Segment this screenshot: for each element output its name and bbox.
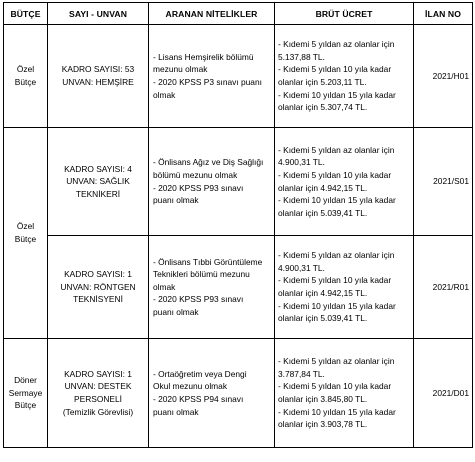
title-line: (Temizlik Görevlisi) bbox=[62, 406, 134, 417]
title-line: UNVAN: SAĞLIK bbox=[66, 176, 130, 187]
salary-line: olanlar için 5.307,74 TL. bbox=[278, 102, 368, 113]
title-line: UNVAN: RÖNTGEN bbox=[60, 281, 136, 292]
qualification-line: - 2020 KPSS P94 sınavı bbox=[153, 394, 244, 404]
table-row bbox=[4, 128, 473, 236]
salary-line: olanlar için 3.845,80 TL. bbox=[278, 394, 368, 404]
qualification-line: - Ortaöğretim veya Dengi bbox=[153, 368, 247, 379]
salary-cell bbox=[275, 339, 414, 448]
budget-line: Sermaye bbox=[8, 387, 43, 398]
salary-line: - Kıdemi 10 yıldan 15 yıla kadar bbox=[278, 300, 396, 311]
title-cell bbox=[48, 128, 149, 236]
header-title: SAYI - UNVAN bbox=[48, 3, 149, 25]
salary-line: olanlar için 5.039,41 TL. bbox=[278, 207, 368, 218]
title-cell bbox=[48, 25, 149, 128]
budget-line: Bütçe bbox=[14, 77, 37, 87]
qualification-line: - 2020 KPSS P93 sınavı bbox=[153, 182, 244, 193]
table-row bbox=[4, 339, 473, 448]
header-qualifications: ARANAN NİTELİKLER bbox=[149, 3, 275, 25]
qualifications-cell bbox=[149, 128, 275, 236]
header-salary: BRÜT ÜCRET bbox=[275, 3, 414, 25]
table-row bbox=[4, 25, 473, 128]
qualification-line: - Önlisans Tıbbi Görüntüleme bbox=[153, 256, 263, 267]
salary-line: - Kıdemi 10 yıldan 15 yıla kadar bbox=[278, 89, 396, 100]
salary-line: olanlar için 3.903,78 TL. bbox=[278, 419, 368, 430]
qualification-line: puanı olmak bbox=[153, 195, 199, 206]
title-cell bbox=[48, 339, 149, 448]
salary-line: - Kıdemi 5 yıldan az olanlar için bbox=[278, 144, 395, 155]
salary-line: olanlar için 5.039,41 TL. bbox=[278, 313, 368, 324]
qualifications-cell bbox=[149, 339, 275, 448]
title-line: KADRO SAYISI: 1 bbox=[64, 269, 132, 280]
qualification-line: Okul mezunu olmak bbox=[153, 381, 228, 392]
header-budget: BÜTÇE bbox=[4, 3, 48, 25]
title-line: KADRO SAYISI: 4 bbox=[64, 163, 132, 174]
title-line: TEKNİKERİ bbox=[75, 188, 121, 199]
salary-line: - Kıdemi 5 yıldan 10 yıla kadar bbox=[278, 275, 392, 286]
title-line: UNVAN: DESTEK bbox=[64, 381, 132, 392]
title-line: TEKNİSYENİ bbox=[73, 294, 123, 305]
header-ilan-no: İLAN NO bbox=[414, 3, 473, 25]
title-line: KADRO SAYISI: 53 bbox=[61, 64, 135, 75]
salary-cell bbox=[275, 128, 414, 236]
qualification-line: - 2020 KPSS P3 sınavı puanı bbox=[153, 77, 262, 87]
qualifications-cell bbox=[149, 25, 275, 128]
salary-line: - Kıdemi 5 yıldan 10 yıla kadar bbox=[278, 381, 392, 392]
qualification-line: puanı olmak bbox=[153, 406, 199, 417]
salary-line: - Kıdemi 5 yıldan az olanlar için bbox=[278, 250, 395, 261]
salary-cell bbox=[275, 25, 414, 128]
salary-line: 4.900,31 TL. bbox=[278, 157, 325, 168]
salary-cell bbox=[275, 236, 414, 339]
salary-line: - Kıdemi 5 yıldan az olanlar için bbox=[278, 356, 395, 367]
title-line: UNVAN: HEMŞİRE bbox=[62, 77, 134, 87]
qualifications-cell bbox=[149, 236, 275, 339]
ilan-no-cell: 2021/R01 bbox=[414, 236, 473, 339]
ilan-no-cell: 2021/S01 bbox=[414, 128, 473, 236]
title-cell bbox=[48, 236, 149, 339]
qualification-line: olmak bbox=[153, 281, 176, 292]
salary-line: olanlar için 5.203,11 TL. bbox=[278, 77, 367, 87]
ilan-no-cell: 2021/H01 bbox=[414, 25, 473, 128]
qualification-line: - Lisans Hemşirelik bölümü bbox=[153, 51, 254, 62]
salary-line: - Kıdemi 5 yıldan 10 yıla kadar bbox=[278, 169, 392, 180]
qualification-line: mezunu olmak bbox=[153, 64, 208, 75]
salary-line: olanlar için 4.942,15 TL. bbox=[278, 288, 368, 298]
ilan-no-cell: 2021/D01 bbox=[414, 339, 473, 448]
title-line: KADRO SAYISI: 1 bbox=[64, 368, 132, 379]
qualification-line: puanı olmak bbox=[153, 306, 199, 317]
salary-line: 3.787,84 TL. bbox=[278, 368, 325, 379]
budget-cell bbox=[4, 25, 48, 128]
budget-cell bbox=[4, 339, 48, 448]
qualification-line: - Önlisans Ağız ve Diş Sağlığı bbox=[153, 157, 264, 168]
salary-line: - Kıdemi 10 yıldan 15 yıla kadar bbox=[278, 195, 396, 206]
budget-line: Özel bbox=[16, 64, 35, 75]
budget-line: Bütçe bbox=[14, 234, 37, 244]
salary-line: 4.900,31 TL. bbox=[278, 262, 325, 273]
qualification-line: olmak bbox=[153, 89, 176, 100]
qualification-line: Teknikleri bölümü mezunu bbox=[153, 269, 250, 280]
table-row bbox=[4, 236, 473, 339]
salary-line: - Kıdemi 5 yıldan az olanlar için bbox=[278, 39, 395, 50]
budget-line: Döner bbox=[14, 375, 37, 386]
salary-line: olanlar için 4.942,15 TL. bbox=[278, 182, 368, 193]
job-listing-table bbox=[3, 2, 473, 448]
qualification-line: - 2020 KPSS P93 sınavı bbox=[153, 294, 244, 305]
budget-line: Bütçe bbox=[14, 400, 37, 411]
budget-line: Özel bbox=[16, 221, 35, 232]
header-row bbox=[4, 3, 473, 25]
salary-line: - Kıdemi 5 yıldan 10 yıla kadar bbox=[278, 64, 392, 75]
salary-line: 5.137,88 TL. bbox=[278, 51, 325, 62]
qualification-line: bölümü mezunu olmak bbox=[153, 169, 238, 180]
salary-line: - Kıdemi 10 yıldan 15 yıla kadar bbox=[278, 406, 396, 417]
title-line: PERSONELİ bbox=[74, 394, 122, 404]
budget-cell bbox=[4, 128, 48, 339]
